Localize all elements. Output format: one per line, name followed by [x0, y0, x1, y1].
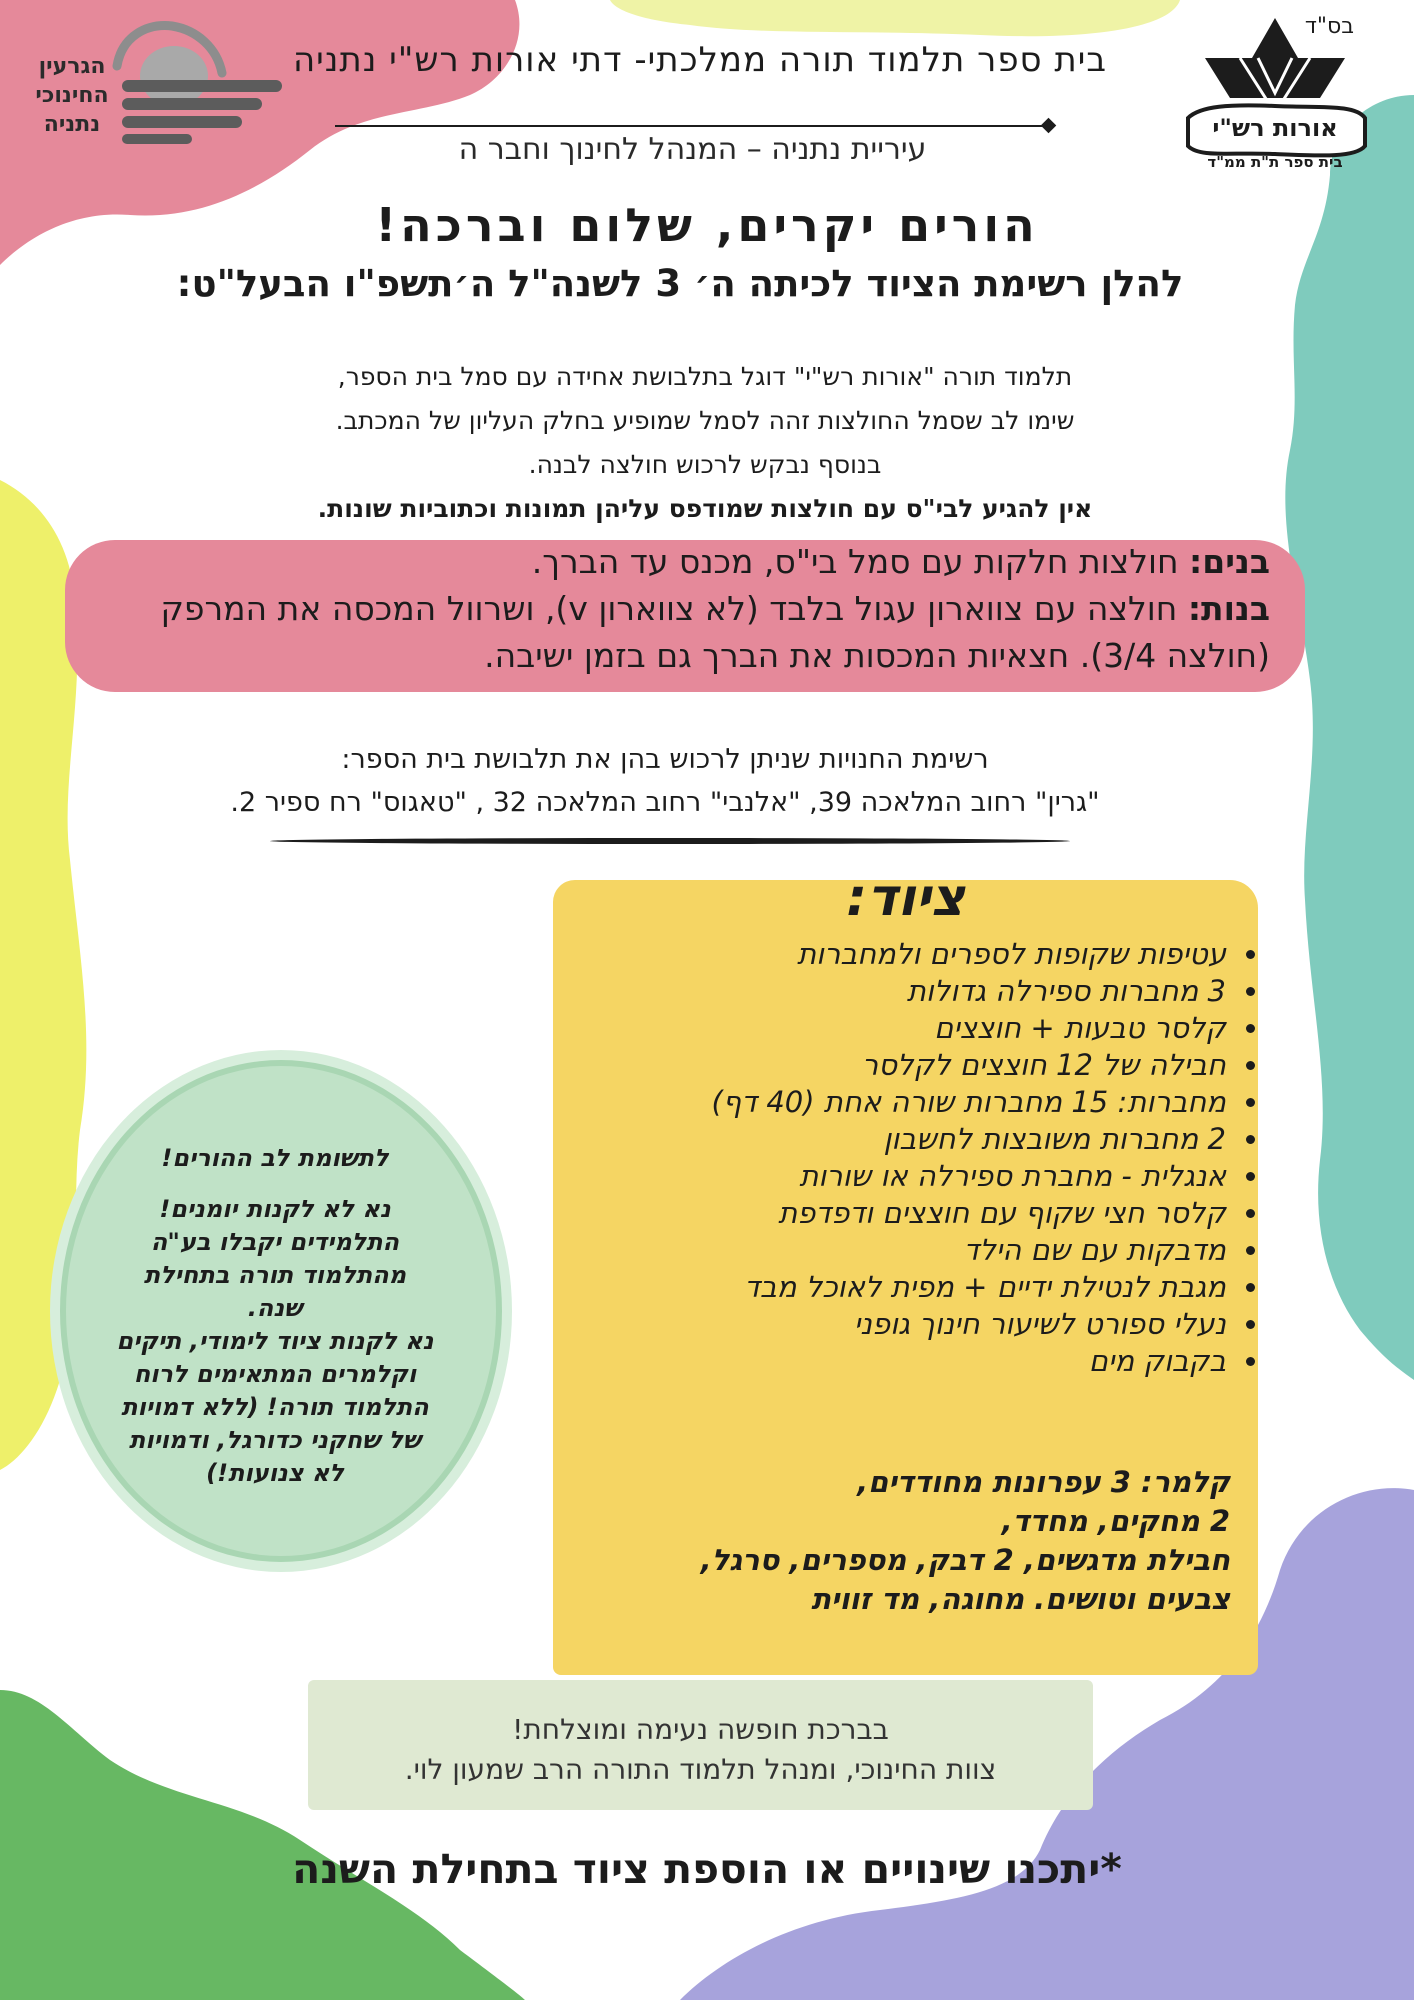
logo-right-title: אורות רש"י [1212, 114, 1338, 142]
municipality-line: עיריית נתניה – המנהל לחינוך וחבר ה [458, 132, 927, 167]
header-divider [335, 125, 1050, 127]
list-item: • בקבוק מים [560, 1343, 1230, 1380]
notice-line-8: של שחקני כדורגל, ודמויות [128, 1426, 422, 1454]
notice-line-1: נא לא לקנות יומנים! [159, 1195, 391, 1223]
pencil-case-line-3: חבילת מדגשים, 2 דבק, מספרים, סרגל, [700, 1543, 1230, 1577]
greeting-title: הורים יקרים, שלום וברכה! [375, 198, 1039, 252]
list-item: • אנגלית - מחברת ספירלה או שורות [560, 1158, 1230, 1195]
intro-line-3: בנוסף נבקש לרכוש חולצה לבנה. [528, 450, 882, 479]
supply-list-subtitle: להלן רשימת הציוד לכיתה ה׳ 3 לשנה"ל ה׳תשפ"ו הבעל"ט: [176, 262, 1184, 305]
bsd-mark: בס"ד [1304, 14, 1354, 39]
logo-right-subtitle: בית ספר ת"ת ממ"ד [1207, 153, 1343, 171]
list-item: • מגבת לנטילת ידיים + מפית לאוכל מבד [560, 1269, 1230, 1306]
pencil-case-line-2: 2 מחקים, מחדד, [1001, 1504, 1230, 1538]
supplies-title: ציוד: [846, 868, 965, 928]
shops-divider [270, 838, 1070, 844]
uniform-intro [140, 355, 1270, 531]
parents-notice-title: לתשומת לב ההורים! [161, 1144, 389, 1172]
shops-section [130, 738, 1200, 824]
notice-line-2: התלמידים יקבלו בע"ה [150, 1228, 400, 1256]
logo-left-line-1: הגרעין [38, 54, 106, 79]
girls-text: חולצה עם צווארון עגול בלבד (לא צווארון v), ושרוול המכסה את המרפק (חולצה 3/4). חצאיות המכסות את הברך גם בזמן ישיבה. [160, 589, 1270, 675]
list-item: • קלסר טבעות + חוצצים [560, 1010, 1230, 1047]
logo-orot-rashi [1170, 18, 1380, 178]
notice-line-9: לא צנועות!) [206, 1459, 344, 1487]
list-item: • נעלי ספורט לשיעור חינוך גופני [560, 1306, 1230, 1343]
logo-hagarin-hachinuchi [22, 18, 282, 153]
notice-line-4: שנה. [247, 1294, 303, 1322]
changes-footnote: *יתכנו שינויים או הוספת ציוד בתחילת השנה [292, 1845, 1122, 1893]
dress-code-girls [70, 585, 1270, 679]
dress-code-boys [70, 538, 1270, 585]
boys-text: חולצות חלקות עם סמל בי"ס, מכנס עד הברך. [531, 542, 1190, 581]
notice-line-6: וקלמרים המתאימים לרוח [133, 1360, 417, 1388]
school-name: בית ספר תלמוד תורה ממלכתי- דתי אורות רש"י נתניה [292, 40, 1108, 80]
shops-title: רשימת החנויות שניתן לרכוש בהן את תלבושת בית הספר: [341, 744, 989, 775]
notice-line-7: התלמוד תורה! (ללא דמויות [121, 1393, 429, 1421]
blob-pale-yellow-top [610, 0, 1180, 36]
supplies-list [560, 936, 1264, 1380]
list-item: • מדבקות עם שם הילד [560, 1232, 1230, 1269]
pencil-case-line-1: קלמר: 3 עפרונות מחודדים, [857, 1465, 1230, 1499]
intro-line-2: שימו לב שסמל החולצות זהה לסמל שמופיע בחלק העליון של המכתב. [335, 406, 1075, 435]
intro-line-4: אין להגיע לבי"ס עם חולצות שמודפס עליהן תמונות וכתוביות שונות. [317, 494, 1093, 523]
list-item: • חבילה של 12 חוצצים לקלסר [560, 1047, 1230, 1084]
signoff-line-1: בברכת חופשה נעימה ומוצלחת! [512, 1713, 889, 1746]
blob-teal-right [1285, 95, 1414, 1380]
list-item: • עטיפות שקופות לספרים ולמחברות [560, 936, 1230, 973]
list-item: • קלסר חצי שקוף עם חוצצים ודפדפת [560, 1195, 1230, 1232]
boys-label: בנים: [1189, 542, 1270, 581]
logo-left-line-3: נתניה [43, 112, 101, 137]
shops-list: "גרין" רחוב המלאכה 39, "אלנבי" רחוב המלאכה 32 , "טאגוס" רח ספיר 2. [230, 787, 1100, 818]
pencil-case-line-4: צבעים וטושים. מחוגה, מד זווית [811, 1582, 1230, 1616]
notice-line-3: מהתלמוד תורה בתחילת [143, 1261, 407, 1289]
logo-left-line-2: החינוכי [35, 83, 109, 108]
list-item: • 2 מחברות משובצות לחשבון [560, 1121, 1230, 1158]
parents-notice [90, 1142, 460, 1490]
girls-label: בנות: [1187, 589, 1270, 628]
notice-line-5: נא לקנות ציוד לימודי, תיקים [116, 1327, 434, 1355]
signoff [308, 1710, 1093, 1790]
intro-line-1: תלמוד תורה "אורות רש"י" דוגל בתלבושת אחידה עם סמל בית הספר, [337, 362, 1073, 391]
signoff-line-2: צוות החינוכי, ומנהל תלמוד התורה הרב שמעון לוי. [404, 1753, 997, 1786]
list-item: • 3 מחברות ספירלה גדולות [560, 973, 1230, 1010]
list-item: • מחברות: 15 מחברות שורה אחת (40 דף) [560, 1084, 1230, 1121]
pencil-case-contents [600, 1463, 1230, 1619]
dress-code-text [70, 538, 1270, 679]
